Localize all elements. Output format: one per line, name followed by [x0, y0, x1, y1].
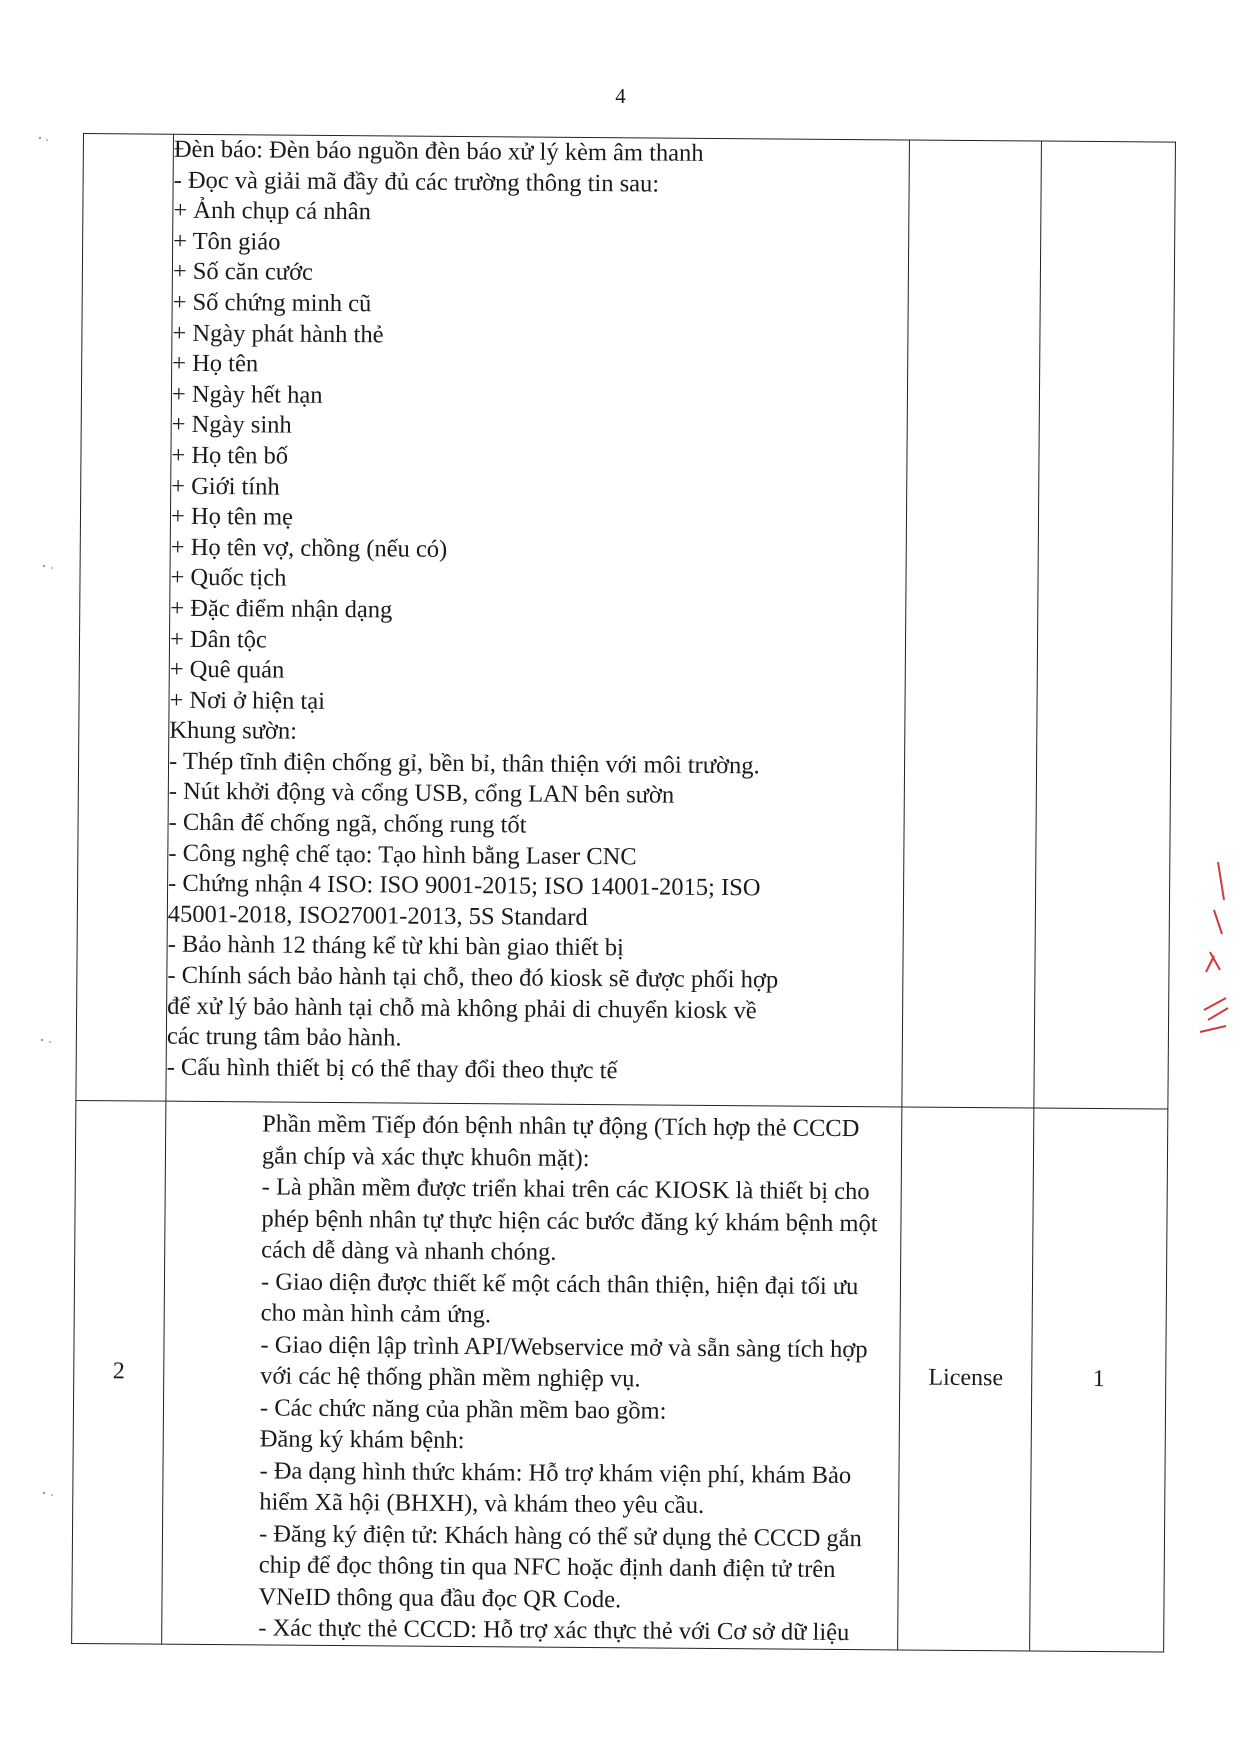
- table-row: [76, 134, 1176, 1110]
- description-line: gắn chíp và xác thực khuôn mặt):: [261, 1141, 590, 1172]
- description-line: + Quê quán: [169, 655, 285, 684]
- description-lines: [167, 135, 909, 1089]
- description-line: để xử lý bảo hành tại chỗ mà không phải di chuyển kiosk về: [167, 992, 757, 1024]
- unit-cell: License: [898, 1107, 1034, 1651]
- description-line: - Giao diện lập trình API/Webservice mở và sẵn sàng tích hợp: [260, 1330, 868, 1363]
- scan-specks: [0, 0, 60, 1755]
- page-number: 4: [615, 84, 626, 108]
- description-line: + Giới tính: [171, 472, 280, 501]
- description-line: - Chân đế chống ngã, chống rung tốt: [168, 808, 527, 839]
- description-line: + Số căn cước: [172, 258, 314, 287]
- description-line: + Nơi ở hiện tại: [169, 686, 326, 715]
- description-line: - Chính sách bảo hành tại chỗ, theo đó kiosk sẽ được phối hợp: [167, 961, 779, 994]
- description-line: - Đa dạng hình thức khám: Hỗ trợ khám viện phí, khám Bảo: [259, 1456, 852, 1489]
- description-line: Đăng ký khám bệnh:: [259, 1425, 465, 1455]
- description-line: phép bệnh nhân tự thực hiện các bước đăng ký khám bệnh một: [261, 1204, 878, 1237]
- description-line: các trung tâm bảo hành.: [166, 1022, 402, 1052]
- stt-cell: 2: [72, 1100, 166, 1643]
- description-line: + Họ tên vợ, chồng (nếu có): [170, 533, 448, 563]
- description-cell: [166, 134, 910, 1107]
- stt-cell: [76, 134, 174, 1102]
- description-line: Đèn báo: Đèn báo nguồn đèn báo xử lý kèm âm thanh: [173, 135, 704, 167]
- description-line: + Quốc tịch: [170, 564, 287, 592]
- description-line: + Tôn giáo: [173, 227, 281, 256]
- description-line: - Cấu hình thiết bị có thể thay đổi theo thực tế: [166, 1053, 618, 1085]
- specification-table: [71, 133, 1176, 1652]
- description-lines: [258, 1108, 887, 1648]
- description-line: + Họ tên: [172, 349, 259, 378]
- red-stamp-fragment: [1196, 860, 1232, 1060]
- description-line: VNeID thông qua đầu đọc QR Code.: [258, 1582, 622, 1613]
- description-line: + Dân tộc: [169, 625, 267, 653]
- description-line: - Là phần mềm được triển khai trên các KIOSK là thiết bị cho: [261, 1173, 870, 1206]
- description-line: cách dễ dàng và nhanh chóng.: [261, 1236, 557, 1266]
- description-line: - Xác thực thẻ CCCD: Hỗ trợ xác thực thẻ với Cơ sở dữ liệu: [258, 1614, 850, 1647]
- description-line: + Đặc điểm nhận dạng: [170, 594, 393, 624]
- description-line: + Ngày hết hạn: [171, 380, 323, 409]
- table-row: [72, 1100, 1168, 1651]
- unit-cell: [902, 140, 1042, 1108]
- description-line: + Ngày phát hành thẻ: [172, 319, 384, 348]
- description-line: Phần mềm Tiếp đón bệnh nhân tự động (Tích hợp thẻ CCCD: [262, 1110, 860, 1143]
- description-line: - Thép tĩnh điện chống gỉ, bền bỉ, thân thiện với môi trường.: [168, 747, 760, 780]
- description-line: chip để đọc thông tin qua NFC hoặc định danh điện tử trên: [258, 1551, 836, 1583]
- description-line: - Các chức năng của phần mềm bao gồm:: [259, 1393, 667, 1425]
- description-line: 45001-2018, ISO27001-2013, 5S Standard: [167, 900, 588, 931]
- description-line: hiểm Xã hội (BHXH), và khám theo yêu cầu.: [259, 1488, 705, 1519]
- description-line: - Giao diện được thiết kế một cách thân thiện, hiện đại tối ưu: [260, 1267, 859, 1300]
- description-line: + Ngày sinh: [171, 411, 292, 439]
- description-line: + Ảnh chụp cá nhân: [173, 196, 372, 226]
- description-cell: [162, 1101, 902, 1649]
- description-line: - Công nghệ chế tạo: Tạo hình bằng Laser CNC: [168, 839, 637, 871]
- description-line: + Họ tên bố: [171, 441, 289, 470]
- quantity-cell: 1: [1030, 1108, 1168, 1652]
- description-line: - Bảo hành 12 tháng kể từ khi bàn giao thiết bị: [167, 931, 624, 962]
- description-line: - Đăng ký điện tử: Khách hàng có thể sử dụng thẻ CCCD gắn: [258, 1519, 862, 1552]
- description-line: + Họ tên mẹ: [170, 502, 294, 531]
- description-line: với các hệ thống phần mềm nghiệp vụ.: [260, 1362, 641, 1393]
- description-line: - Nút khởi động và cổng USB, cổng LAN bên sườn: [168, 778, 675, 810]
- description-line: - Chứng nhận 4 ISO: ISO 9001-2015; ISO 14001-2015; ISO: [168, 869, 761, 902]
- quantity-cell: [1034, 141, 1176, 1109]
- description-line: - Đọc và giải mã đầy đủ các trường thông tin sau:: [173, 166, 660, 198]
- description-line: + Số chứng minh cũ: [172, 288, 372, 318]
- description-line: Khung sườn:: [169, 716, 298, 745]
- description-line: cho màn hình cảm ứng.: [260, 1299, 492, 1329]
